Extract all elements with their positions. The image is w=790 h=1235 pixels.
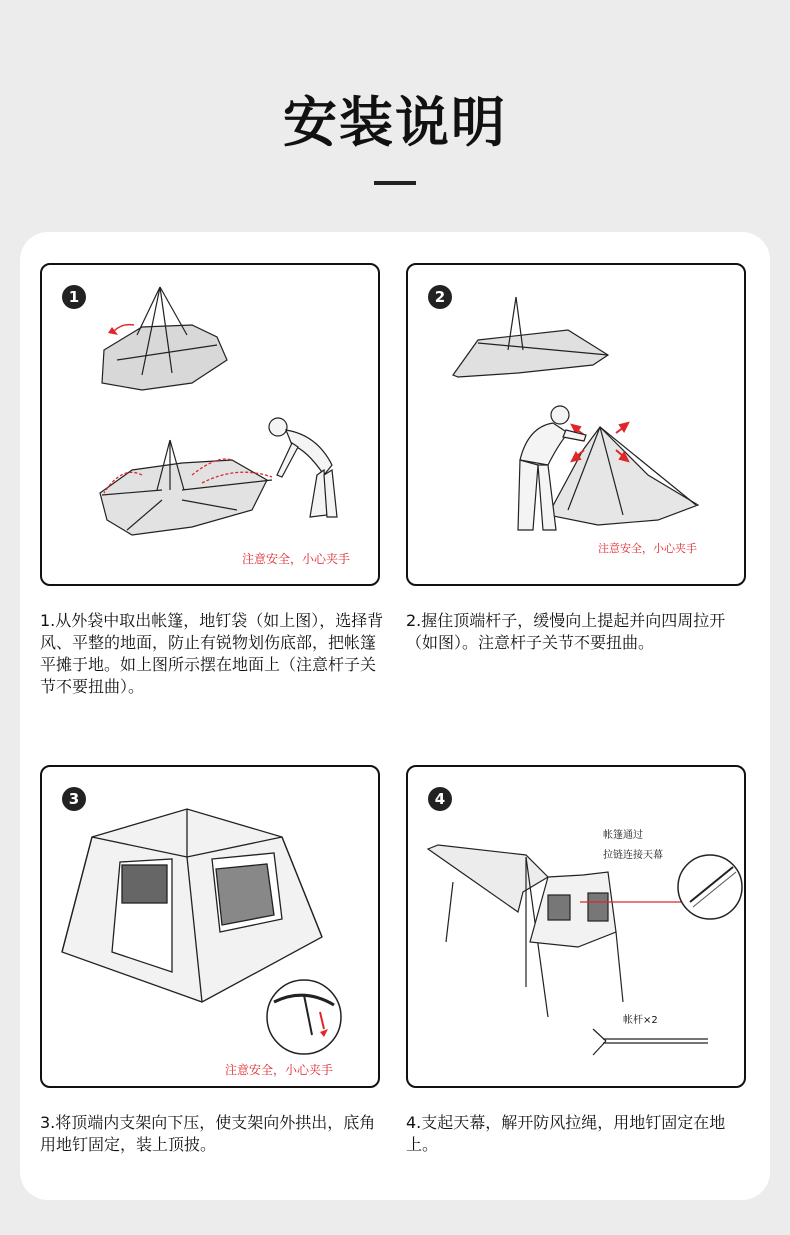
person-illustration [269, 418, 337, 517]
step-1-panel [40, 263, 380, 586]
step-4-caption: 4.支起天幕，解开防风拉绳，用地钉固定在地上。 [406, 1113, 726, 1154]
step-4-illustration [408, 767, 746, 1088]
title-divider [374, 181, 416, 185]
step-2-panel [406, 263, 746, 586]
page-title: 安装说明 [283, 91, 507, 154]
tent-illustration [102, 287, 227, 390]
tent-illustration [100, 440, 272, 535]
step-4-badge: 4 [428, 787, 452, 811]
step-2-illustration [408, 265, 746, 586]
step-3-caption: 3.将顶端内支架向下压，使支架向外拱出，底角用地钉固定，装上顶披。 [40, 1113, 376, 1154]
arrow-icon [114, 325, 134, 331]
tent-illustration [548, 427, 698, 525]
tent-illustration [62, 809, 322, 1002]
step-1-illustration [42, 265, 380, 586]
tent-illustration [428, 845, 623, 1017]
step-1-caption: 1.从外袋中取出帐篷，地钉袋（如上图），选择背风、平整的地面，防止有锐物划伤底部，把帐篷平摊于地。如上图所示摆在地面上（注意杆子关节不要扭曲）。 [40, 611, 384, 696]
step-1-badge: 1 [62, 285, 86, 309]
step-3-panel [40, 765, 380, 1088]
tent-illustration [453, 297, 608, 377]
instructions-card [20, 232, 770, 1200]
zipper-icon [267, 980, 341, 1054]
step-2-badge: 2 [428, 285, 452, 309]
step-4-annotation-line1: 帐篷通过 [603, 830, 643, 841]
step-2-caption: 2.握住顶端杆子，缓慢向上提起并向四周拉开（如图）。注意杆子关节不要扭曲。 [406, 611, 726, 652]
step-1-warning: 注意安全，小心夹手 [242, 552, 351, 566]
step-3-warning: 注意安全，小心夹手 [225, 1063, 334, 1077]
step-4-annotation-line2: 拉链连接天幕 [603, 850, 663, 861]
pole-icon [593, 1029, 708, 1055]
zipper-icon [678, 855, 742, 919]
step-3-illustration [42, 767, 380, 1088]
step-4-panel [406, 765, 746, 1088]
step-2-warning: 注意安全，小心夹手 [598, 542, 697, 555]
step-3-badge: 3 [62, 787, 86, 811]
step-4-pole-label: 帐杆×2 [623, 1015, 658, 1026]
